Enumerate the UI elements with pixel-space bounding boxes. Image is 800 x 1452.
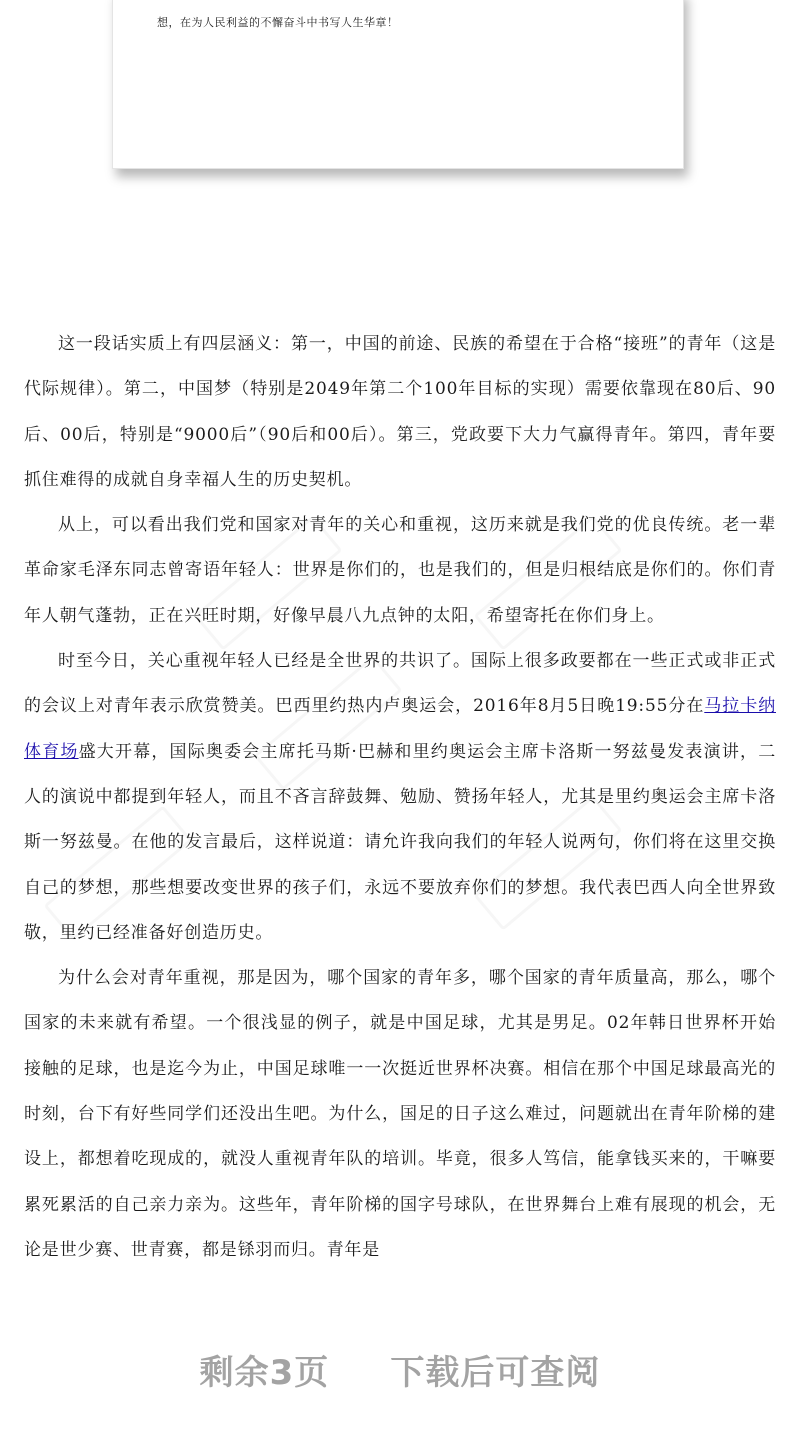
- paragraph-3-text-a: 时至今日，关心重视年轻人已经是全世界的共识了。国际上很多政要都在一些正式或非正式的会议上对青年表示欣赏赞美。巴西里约热内卢奥运会，2016年8月5日晚19:55分在: [24, 651, 776, 717]
- previous-page-preview: [112, 0, 684, 169]
- document-body: [24, 322, 776, 1273]
- paragraph-3: [24, 639, 776, 956]
- paragraph-1: 这一段话实质上有四层涵义：第一，中国的前途、民族的希望在于合格“接班”的青年（这是代际规律）。第二，中国梦（特别是2049年第二个100年目标的实现）需要依靠现在80后、90后、00后，特别是“9000后”（90后和00后）。第三，党政要下大力气赢得青年。第四，青年要抓住难得的成就自身幸福人生的历史契机。: [24, 334, 776, 490]
- previous-page-last-line: 想，在为人民利益的不懈奋斗中书写人生华章！: [157, 16, 399, 29]
- download-to-view-label[interactable]: 下载后可查阅: [390, 1353, 601, 1393]
- paragraph-2: 从上，可以看出我们党和国家对青年的关心和重视，这历来就是我们党的优良传统。老一辈革命家毛泽东同志曾寄语年轻人：世界是你们的，也是我们的，但是归根结底是你们的。你们青年人朝气蓬勃，正在兴旺时期，好像早晨八九点钟的太阳，希望寄托在你们身上。: [24, 515, 776, 626]
- paragraph-4: 为什么会对青年重视，那是因为，哪个国家的青年多，哪个国家的青年质量高，那么，哪个国家的未来就有希望。一个很浅显的例子，就是中国足球，尤其是男足。02年韩日世界杯开始接触的足球，也是迄今为止，中国足球唯一一次挺近世界杯决赛。相信在那个中国足球最高光的时刻，台下有好些同学们还没出生吧。为什么，国足的日子这么难过，问题就出在青年阶梯的建设上，都想着吃现成的，就没人重视青年队的培训。毕竟，很多人笃信，能拿钱买来的，干嘛要累死累活的自己亲力亲为。这些年，青年阶梯的国字号球队，在世界舞台上难有展现的机会，无论是世少赛、世青赛，都是铩羽而归。青年是: [24, 968, 776, 1260]
- paragraph-3-text-b: 盛大开幕，国际奥委会主席托马斯·巴赫和里约奥运会主席卡洛斯一努兹曼发表演讲，二人的演说中都提到年轻人，而且不吝言辞鼓舞、勉励、赞扬年轻人，尤其是里约奥运会主席卡洛斯一努兹曼。在他的发言最后，这样说道：请允许我向我们的年轻人说两句，你们将在这里交换自己的梦想，那些想要改变世界的孩子们，永远不要放弃你们的梦想。我代表巴西人向全世界致敬，里约已经准备好创造历史。: [24, 741, 776, 943]
- download-prompt-bar[interactable]: [0, 1338, 800, 1408]
- stadium-link[interactable]: 马拉卡纳体育场: [24, 696, 776, 762]
- remaining-pages-label[interactable]: 剩余3页: [199, 1353, 330, 1393]
